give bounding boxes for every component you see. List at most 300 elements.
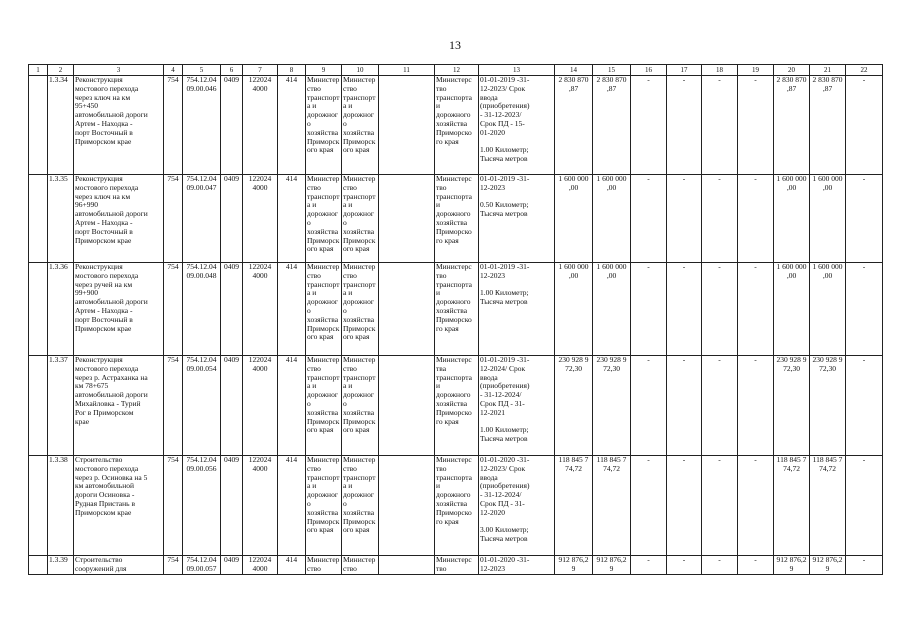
table-cell: 912 876,2 9 <box>774 556 810 575</box>
table-cell: - <box>846 263 883 356</box>
cell-line: транспорт <box>343 279 376 289</box>
cell-line: ого края <box>307 244 334 254</box>
table-cell <box>74 263 164 356</box>
cell-line: Тысяча метров <box>480 534 528 544</box>
cell-line: Министерс <box>436 174 472 183</box>
cell-line: Приморск <box>307 516 340 526</box>
table-cell <box>342 175 379 263</box>
table-cell: 754.12.04 09.00.056 <box>183 456 221 556</box>
table-cell: - <box>846 556 883 575</box>
cell-line: через р. Астраханка на <box>75 372 148 382</box>
cell-line: Рог в Приморском <box>75 407 134 417</box>
cell-line: Министер <box>307 555 340 564</box>
table-cell: 122024 4000 <box>243 263 278 356</box>
table-cell: 1 600 000 ,00 <box>774 263 810 356</box>
table-cell <box>479 263 555 356</box>
cell-line: и <box>436 481 441 491</box>
cell-line: Приморск <box>307 416 340 426</box>
cell-line: Министер <box>343 75 376 84</box>
cell-line: а и <box>307 381 317 391</box>
page-number: 13 <box>449 38 461 52</box>
cell-line: ство <box>343 83 357 93</box>
table-cell: 1 600 000 ,00 <box>555 175 593 263</box>
cell-line: Приморском крае <box>75 507 132 517</box>
table-cell: 754 <box>164 175 183 263</box>
cell-line: - 31-12-2024/ <box>480 490 522 500</box>
cell-line: Приморско <box>436 507 472 517</box>
table-cell <box>29 263 48 356</box>
cell-line: 01-2020 <box>480 127 505 137</box>
cell-line: порт Восточный в <box>75 127 133 137</box>
cell-line: 01-01-2019 -31- <box>480 174 530 183</box>
cell-line: через р. Осиновка на 5 <box>75 472 148 482</box>
table-cell <box>479 456 555 556</box>
cell-line: ство <box>343 563 357 573</box>
cell-line: и <box>436 101 441 111</box>
column-number: 6 <box>221 65 243 76</box>
table-cell: 754.12.04 09.00.046 <box>183 76 221 175</box>
table-cell: 414 <box>278 76 306 175</box>
table-cell: 1.3.37 <box>48 356 74 456</box>
cell-line: Тысяча метров <box>480 434 528 444</box>
cell-line: 12-2023/ Срок <box>480 463 526 473</box>
cell-line: 0.50 Километр; <box>480 200 529 210</box>
cell-line: хозяйства <box>307 127 339 137</box>
cell-line: ство <box>343 182 357 192</box>
table-cell: - <box>846 76 883 175</box>
table-cell: 2 830 870 ,87 <box>774 76 810 175</box>
table-cell: - <box>702 263 738 356</box>
table-cell: 122024 4000 <box>243 76 278 175</box>
cell-line: порт Восточный в <box>75 314 133 324</box>
cell-line: Строительство <box>75 455 123 464</box>
cell-line: го края <box>436 136 459 146</box>
cell-line: 95+450 <box>75 101 98 111</box>
cell-line: ого края <box>343 332 370 342</box>
cell-line: ство <box>343 270 357 280</box>
cell-line: транспорт <box>307 472 340 482</box>
column-number: 21 <box>810 65 846 76</box>
table-cell <box>479 356 555 456</box>
table-cell: 0409 <box>221 356 243 456</box>
cell-line: дорожног <box>307 490 338 500</box>
cell-line: 12-2023 <box>480 563 505 573</box>
cell-line: хозяйства <box>436 118 468 128</box>
table-cell: 0409 <box>221 456 243 556</box>
cell-line: хозяйства <box>436 398 468 408</box>
cell-line: Министер <box>343 174 376 183</box>
cell-line: Реконструкция <box>75 174 123 183</box>
cell-line: транспорта <box>436 191 472 201</box>
cell-line: хозяйства <box>343 127 375 137</box>
table-cell: 118 845 7 74,72 <box>555 456 593 556</box>
cell-line: 12-2023/ Срок <box>480 83 526 93</box>
cell-line: дорожного <box>436 297 471 307</box>
table-cell: 912 876,2 9 <box>593 556 631 575</box>
cell-line: а и <box>307 288 317 298</box>
table-cell <box>74 356 164 456</box>
table-cell: - <box>631 456 667 556</box>
cell-line: ого края <box>343 145 370 155</box>
cell-line: Министерс <box>436 75 472 84</box>
cell-line: тво <box>436 463 447 473</box>
cell-line: дорожного <box>436 110 471 120</box>
cell-line: Приморск <box>307 235 340 245</box>
table-cell: 2 830 870 ,87 <box>810 76 846 175</box>
table-cell <box>342 76 379 175</box>
table-cell: 754 <box>164 556 183 575</box>
cell-line: (приобретения) <box>480 481 530 491</box>
cell-line: Срок ПД - 31- <box>480 398 525 408</box>
cell-line: Приморском крае <box>75 323 132 333</box>
cell-line: 3.00 Километр; <box>480 525 529 535</box>
table-cell: - <box>738 263 774 356</box>
table-cell: - <box>631 356 667 456</box>
table-cell: 122024 4000 <box>243 456 278 556</box>
cell-line: ого края <box>343 525 370 535</box>
cell-line: Приморско <box>436 127 472 137</box>
table-cell <box>306 356 342 456</box>
cell-line: Артем - Находка - <box>75 305 133 315</box>
cell-line: дорожного <box>436 390 471 400</box>
table-cell <box>306 175 342 263</box>
table-cell: 414 <box>278 556 306 575</box>
column-number: 15 <box>593 65 631 76</box>
table-cell <box>74 556 164 575</box>
table-cell <box>29 356 48 456</box>
cell-line: о <box>307 398 311 408</box>
table-cell: - <box>667 456 702 556</box>
table-cell: - <box>846 175 883 263</box>
cell-line: о <box>307 305 311 315</box>
cell-line: Тысяча метров <box>480 209 528 219</box>
cell-line: го края <box>436 516 459 526</box>
column-number: 2 <box>48 65 74 76</box>
cell-line: Строительство <box>75 555 123 564</box>
table-cell: 1 600 000 ,00 <box>593 263 631 356</box>
cell-line: тва <box>436 363 447 373</box>
cell-line: 1.00 Километр; <box>480 145 529 155</box>
column-number: 7 <box>243 65 278 76</box>
table-row <box>29 175 883 263</box>
cell-line: а и <box>343 288 353 298</box>
table-cell <box>342 556 379 575</box>
cell-line: дорожног <box>307 209 338 219</box>
table-cell <box>435 356 479 456</box>
cell-line: транспорт <box>343 191 376 201</box>
column-number: 16 <box>631 65 667 76</box>
cell-line: о <box>343 498 347 508</box>
cell-line: (приобретения) <box>480 381 530 391</box>
cell-line: мостового перехода <box>75 83 139 93</box>
table-cell <box>479 175 555 263</box>
cell-line: Приморском крае <box>75 136 132 146</box>
cell-line: транспорта <box>436 279 472 289</box>
cell-line: и <box>436 200 441 210</box>
cell-line: дорожног <box>343 209 374 219</box>
cell-line: а и <box>307 481 317 491</box>
table-cell: 230 928 9 72,30 <box>810 356 846 456</box>
table-row <box>29 556 883 575</box>
table-cell <box>379 356 435 456</box>
cell-line: Министер <box>307 455 340 464</box>
cell-line: ввода <box>480 472 498 482</box>
column-number: 9 <box>306 65 342 76</box>
cell-line: тво <box>436 182 447 192</box>
table-cell: 1 600 000 ,00 <box>810 175 846 263</box>
cell-line: Реконструкция <box>75 262 123 271</box>
table-cell: 414 <box>278 356 306 456</box>
cell-line: порт Восточный в <box>75 226 133 236</box>
cell-line: 01-01-2019 -31- <box>480 75 530 84</box>
cell-line: Приморск <box>343 516 376 526</box>
cell-line: го края <box>436 323 459 333</box>
cell-line: дороги Осиновка - <box>75 490 135 500</box>
table-cell: 1.3.38 <box>48 456 74 556</box>
column-number-row <box>29 65 883 76</box>
table-cell <box>435 76 479 175</box>
table-cell: - <box>846 356 883 456</box>
table-cell <box>479 556 555 575</box>
table-cell: - <box>667 175 702 263</box>
cell-line: дорожного <box>436 490 471 500</box>
cell-line: хозяйства <box>436 305 468 315</box>
cell-line: Реконструкция <box>75 355 123 364</box>
table-cell <box>306 263 342 356</box>
cell-line: через ручей на км <box>75 279 133 289</box>
cell-line: ство <box>343 463 357 473</box>
table-cell: 754.12.04 09.00.054 <box>183 356 221 456</box>
cell-line: и <box>436 288 441 298</box>
cell-line: через ключ на км <box>75 92 131 102</box>
cell-line: Приморско <box>436 314 472 324</box>
table-cell: 1 600 000 ,00 <box>810 263 846 356</box>
table-cell: 230 928 9 72,30 <box>774 356 810 456</box>
cell-line: хозяйства <box>307 314 339 324</box>
cell-line: хозяйства <box>307 407 339 417</box>
cell-line: дорожног <box>343 390 374 400</box>
cell-line: Министер <box>307 262 340 271</box>
table-row <box>29 263 883 356</box>
table-cell <box>379 263 435 356</box>
cell-line: тво <box>436 563 447 573</box>
table-cell: - <box>702 356 738 456</box>
cell-line: дорожного <box>436 209 471 219</box>
table-cell: 1.3.35 <box>48 175 74 263</box>
table-cell: - <box>738 76 774 175</box>
table-cell <box>379 76 435 175</box>
cell-line: хозяйства <box>436 498 468 508</box>
table-cell <box>435 263 479 356</box>
cell-line: ство <box>307 270 321 280</box>
table-cell: - <box>631 175 667 263</box>
table-cell: 754 <box>164 356 183 456</box>
cell-line: Министер <box>343 262 376 271</box>
table-cell: - <box>738 175 774 263</box>
cell-line: дорожног <box>343 297 374 307</box>
table-cell <box>479 76 555 175</box>
cell-line: Министер <box>307 174 340 183</box>
cell-line: о <box>307 498 311 508</box>
table-cell <box>29 556 48 575</box>
cell-line: ого края <box>307 425 334 435</box>
cell-line: 12-2023 <box>480 270 505 280</box>
cell-line: Артем - Находка - <box>75 118 133 128</box>
cell-line: 96+990 <box>75 200 98 210</box>
cell-line: Министерс <box>436 262 472 271</box>
cell-line: Тысяча метров <box>480 297 528 307</box>
table-cell <box>379 556 435 575</box>
table-cell: 230 928 9 72,30 <box>593 356 631 456</box>
table-cell <box>306 556 342 575</box>
cell-line: ввода <box>480 92 498 102</box>
cell-line: Министер <box>343 555 376 564</box>
table-cell <box>29 175 48 263</box>
cell-line: транспорта <box>436 372 472 382</box>
column-number: 4 <box>164 65 183 76</box>
table-cell <box>435 456 479 556</box>
cell-line: ого края <box>307 332 334 342</box>
cell-line: 12-2020 <box>480 507 505 517</box>
cell-line: а и <box>343 101 353 111</box>
cell-line: Артем - Находка - <box>75 217 133 227</box>
cell-line: 1.00 Километр; <box>480 288 529 298</box>
cell-line: Срок ПД - 15- <box>480 118 525 128</box>
column-number: 12 <box>435 65 479 76</box>
cell-line: дорожног <box>307 390 338 400</box>
column-number: 8 <box>278 65 306 76</box>
table-cell <box>74 175 164 263</box>
table-cell: 912 876,2 9 <box>555 556 593 575</box>
cell-line: ого края <box>307 145 334 155</box>
cell-line: Министер <box>307 75 340 84</box>
table-row <box>29 456 883 556</box>
cell-line: сооружений для <box>75 563 127 573</box>
column-number: 19 <box>738 65 774 76</box>
cell-line: км 78+675 <box>75 381 109 391</box>
cell-line: Михайловка - Турий <box>75 398 141 408</box>
cell-line: автомобильной дороги <box>75 390 148 400</box>
table-cell: - <box>667 356 702 456</box>
table-cell <box>74 456 164 556</box>
table-cell: - <box>846 456 883 556</box>
column-number: 22 <box>846 65 883 76</box>
table-cell: 414 <box>278 175 306 263</box>
table-cell: 2 830 870 ,87 <box>555 76 593 175</box>
cell-line: Министер <box>343 455 376 464</box>
table-cell: - <box>702 76 738 175</box>
cell-line: Приморск <box>343 235 376 245</box>
table-cell: 118 845 7 74,72 <box>774 456 810 556</box>
table-cell: 414 <box>278 263 306 356</box>
cell-line: крае <box>75 416 90 426</box>
cell-line: транспорт <box>307 92 340 102</box>
cell-line: 1.00 Километр; <box>480 425 529 435</box>
table-cell <box>29 76 48 175</box>
cell-line: Приморск <box>343 416 376 426</box>
cell-line: о <box>343 398 347 408</box>
table-cell: 1 600 000 ,00 <box>593 175 631 263</box>
cell-line: ого края <box>343 244 370 254</box>
cell-line: км автомобильной <box>75 481 135 491</box>
column-number: 20 <box>774 65 810 76</box>
table-cell: 118 845 7 74,72 <box>810 456 846 556</box>
cell-line: мостового перехода <box>75 182 139 192</box>
cell-line: ство <box>307 182 321 192</box>
cell-line: дорожног <box>343 110 374 120</box>
table-cell: 230 928 9 72,30 <box>555 356 593 456</box>
table-cell <box>306 76 342 175</box>
cell-line: хозяйства <box>436 217 468 227</box>
cell-line: автомобильной дороги <box>75 297 148 307</box>
cell-line: и <box>436 381 441 391</box>
table-cell: 0409 <box>221 175 243 263</box>
cell-line: - 31-12-2023/ <box>480 110 522 120</box>
cell-line: мостового перехода <box>75 363 139 373</box>
cell-line: Приморск <box>343 136 376 146</box>
table-cell <box>342 356 379 456</box>
cell-line: Рудная Пристань в <box>75 498 135 508</box>
cell-line: Приморско <box>436 226 472 236</box>
cell-line: дорожног <box>307 110 338 120</box>
table-cell <box>342 263 379 356</box>
table-cell: 754.12.04 09.00.047 <box>183 175 221 263</box>
table-cell: 2 830 870 ,87 <box>593 76 631 175</box>
column-number: 11 <box>379 65 435 76</box>
cell-line: транспорт <box>307 372 340 382</box>
table-cell: - <box>631 76 667 175</box>
cell-line: го края <box>436 235 459 245</box>
table-cell <box>435 556 479 575</box>
cell-line: Министерс <box>436 455 472 464</box>
table-cell <box>29 456 48 556</box>
table-cell: - <box>667 556 702 575</box>
cell-line: а и <box>343 381 353 391</box>
cell-line: ство <box>307 83 321 93</box>
cell-line: Приморск <box>307 323 340 333</box>
table-row <box>29 76 883 175</box>
investment-table <box>28 64 883 575</box>
table-cell: 0409 <box>221 76 243 175</box>
cell-line: 01-01-2020 -31- <box>480 455 530 464</box>
cell-line: о <box>343 118 347 128</box>
cell-line: хозяйства <box>307 507 339 517</box>
cell-line: 99+900 <box>75 288 98 298</box>
cell-line: Приморск <box>307 136 340 146</box>
cell-line: Реконструкция <box>75 75 123 84</box>
cell-line: транспорт <box>343 372 376 382</box>
table-cell: - <box>631 263 667 356</box>
cell-line: ого края <box>343 425 370 435</box>
cell-line: транспорт <box>307 279 340 289</box>
cell-line: тво <box>436 83 447 93</box>
table-cell: - <box>738 356 774 456</box>
cell-line: Приморско <box>436 407 472 417</box>
table-cell: 754.12.04 09.00.048 <box>183 263 221 356</box>
column-number: 10 <box>342 65 379 76</box>
table-cell: - <box>667 76 702 175</box>
table-cell: - <box>738 556 774 575</box>
table-cell: 1.3.34 <box>48 76 74 175</box>
table-cell <box>342 456 379 556</box>
table-cell: 1 600 000 ,00 <box>555 263 593 356</box>
cell-line: хозяйства <box>307 226 339 236</box>
cell-line: о <box>307 118 311 128</box>
table-cell: 122024 4000 <box>243 556 278 575</box>
cell-line: хозяйства <box>343 314 375 324</box>
cell-line: ввода <box>480 372 498 382</box>
table-cell <box>379 175 435 263</box>
